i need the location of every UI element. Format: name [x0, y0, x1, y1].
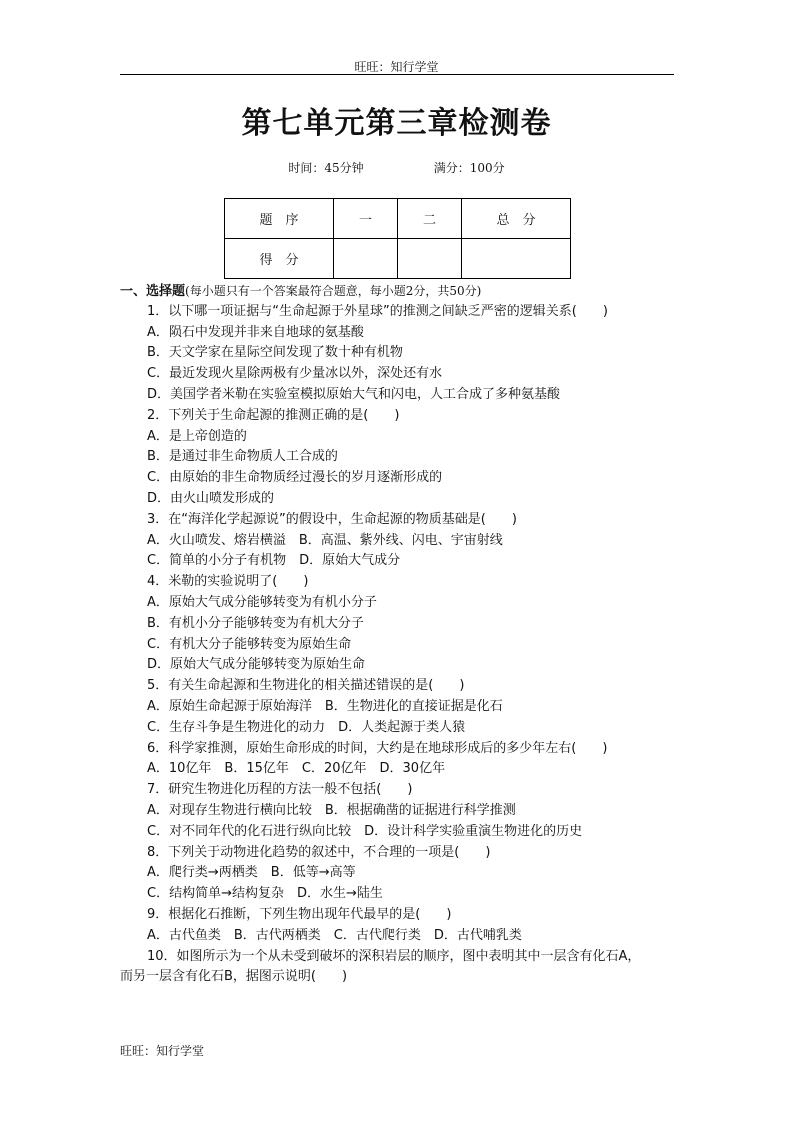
option: B．天文学家在星际空间发现了数十种有机物	[147, 345, 403, 361]
option: D．美国学者米勒在实验室模拟原始大气和闪电，人工合成了多种氨基酸	[147, 386, 561, 402]
option: A．火山喷发、熔岩横溢 B．高温、紫外线、闪电、宇宙射线	[147, 532, 503, 548]
option: C．有机大分子能够转变为原始生命	[147, 636, 352, 652]
page-footer: 旺旺：知行学堂	[120, 1044, 205, 1058]
score-cell-total: 总 分	[462, 199, 571, 239]
section-heading	[120, 281, 680, 302]
option: C．生存斗争是生物进化的动力 D．人类起源于类人猿	[147, 719, 466, 735]
option: D．原始大气成分能够转变为原始生命	[147, 657, 366, 673]
question-10: 10．如图所示为一个从未受到破坏的深积岩层的顺序，图中表明其中一层含有化石A，	[147, 948, 641, 964]
question-4: 4．米勒的实验说明了( )	[147, 574, 309, 590]
score-cell-item: 题 序	[225, 199, 334, 239]
score-cell-part2: 二	[398, 199, 462, 239]
question-3: 3．在“海洋化学起源说”的假设中，生命起源的物质基础是( )	[147, 511, 517, 527]
question-1: 1．以下哪一项证据与“生命起源于外星球”的推测之间缺乏严密的逻辑关系( )	[147, 303, 608, 319]
score-cell-part1: 一	[334, 199, 398, 239]
option: C．简单的小分子有机物 D．原始大气成分	[147, 553, 401, 569]
question-9: 9．根据化石推断，下列生物出现年代最早的是( )	[147, 906, 452, 922]
option: A．原始生命起源于原始海洋 B．生物进化的直接证据是化石	[147, 698, 503, 714]
option: D．由火山喷发形成的	[147, 490, 275, 506]
question-6: 6．科学家推测，原始生命形成的时间，大约是在地球形成后的多少年左右( )	[147, 740, 608, 756]
option: A．陨石中发现并非来自地球的氨基酸	[147, 324, 364, 340]
score-table-score-row	[225, 239, 571, 279]
option: C．对不同年代的化石进行纵向比较 D．设计科学实验重演生物进化的历史	[147, 823, 583, 839]
page-header: 旺旺：知行学堂	[354, 60, 439, 74]
section-note: (每小题只有一个答案最符合题意，每小题2分，共50分)	[185, 284, 482, 298]
score-cell-total-value[interactable]	[462, 239, 571, 279]
question-content	[120, 281, 680, 988]
score-cell-label: 得 分	[225, 239, 334, 279]
score-cell-part1-value[interactable]	[334, 239, 398, 279]
question-7: 7．研究生物进化历程的方法一般不包括( )	[147, 782, 413, 798]
option: A．原始大气成分能够转变为有机小分子	[147, 594, 377, 610]
score-table	[224, 198, 571, 279]
exam-meta	[0, 159, 793, 176]
option: B．是通过非生命物质人工合成的	[147, 449, 338, 465]
score-cell-part2-value[interactable]	[398, 239, 462, 279]
option: C．结构简单→结构复杂 D．水生→陆生	[147, 886, 383, 902]
option: C．最近发现火星除两极有少量冰以外，深处还有水	[147, 366, 443, 382]
section-label: 一、选择题	[120, 284, 186, 299]
option: A．对现存生物进行横向比较 B．根据确凿的证据进行科学推测	[147, 802, 516, 818]
exam-full-score: 满分：100分	[433, 161, 505, 175]
question-5: 5．有关生命起源和生物进化的相关描述错误的是( )	[147, 678, 465, 694]
option: B．有机小分子能够转变为有机大分子	[147, 615, 364, 631]
option: A．是上帝创造的	[147, 428, 247, 444]
option: A．爬行类→两栖类 B．低等→高等	[147, 865, 356, 881]
question-10-continued: 而另一层含有化石B，据图示说明( )	[120, 969, 348, 985]
score-table-header-row	[225, 199, 571, 239]
exam-time: 时间：45分钟	[288, 161, 364, 175]
question-8: 8．下列关于动物进化趋势的叙述中，不合理的一项是( )	[147, 844, 491, 860]
question-2: 2．下列关于生命起源的推测正确的是( )	[147, 407, 400, 423]
option: C．由原始的非生命物质经过漫长的岁月逐渐形成的	[147, 470, 443, 486]
option: A．古代鱼类 B．古代两栖类 C．古代爬行类 D．古代哺乳类	[147, 927, 522, 943]
header-divider	[120, 74, 674, 75]
option: A．10亿年 B．15亿年 C．20亿年 D．30亿年	[147, 761, 446, 777]
page-title: 第七单元第三章检测卷	[241, 106, 552, 141]
